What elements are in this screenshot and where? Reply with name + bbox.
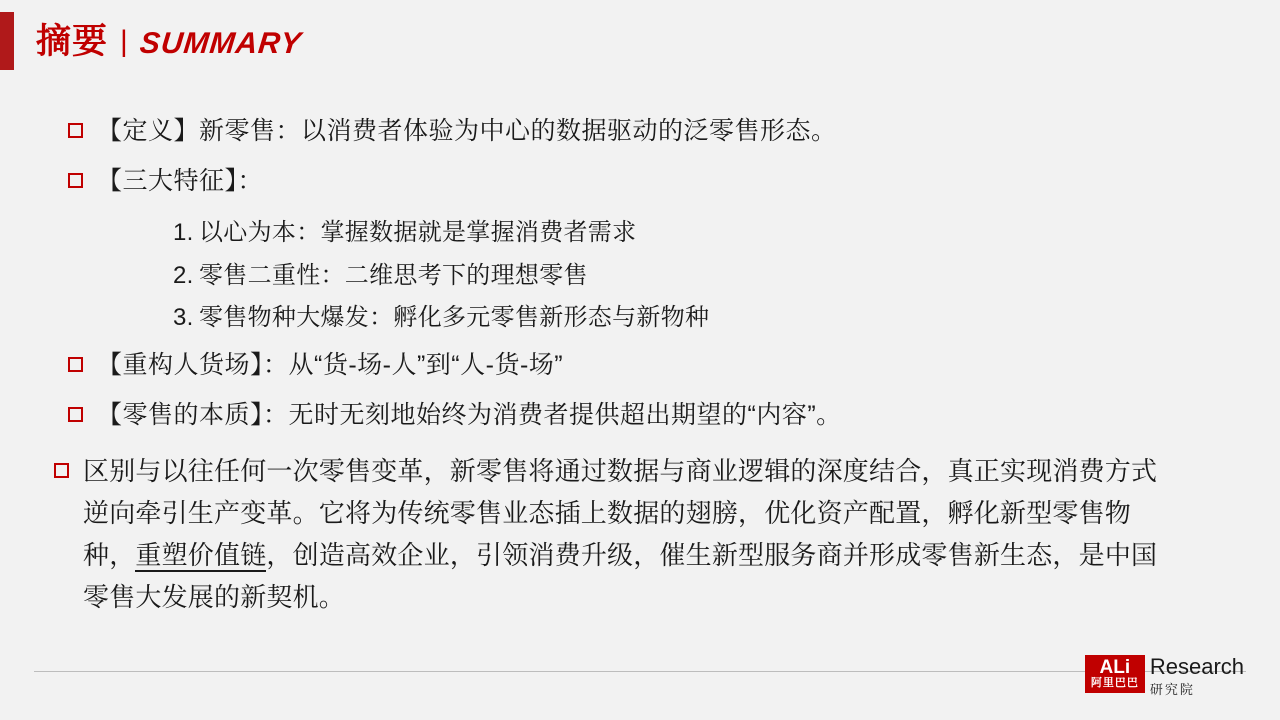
- bullet-text-essence: 【零售的本质】：无时无刻地始终为消费者提供超出期望的“内容”。: [97, 401, 842, 430]
- alibaba-research-logo: [1085, 655, 1244, 698]
- bullet-text-definition: 【定义】新零售：以消费者体验为中心的数据驱动的泛零售形态。: [97, 117, 837, 145]
- logo-text: [1150, 655, 1244, 698]
- page-title-en: SUMMARY: [138, 26, 304, 60]
- list-item: [68, 162, 1218, 200]
- list-item: [68, 255, 1218, 298]
- page-title: [36, 21, 304, 61]
- bullet-text-restructure: 【重构人货场】：从“货-场-人”到“人-货-场”: [97, 351, 564, 380]
- list-item: [68, 346, 1218, 384]
- bullet-text-three-features: 【三大特征】：: [97, 167, 264, 195]
- paragraph-underlined-phrase: 重塑价值链: [135, 540, 267, 571]
- slide-content: [68, 112, 1218, 619]
- sub-item-number: 2.: [173, 261, 194, 289]
- logo-mark: [1085, 655, 1145, 693]
- list-item: [68, 112, 1218, 150]
- sub-item-number: 3.: [173, 304, 194, 332]
- title-separator: |: [120, 24, 128, 58]
- footer-divider: [34, 671, 1246, 672]
- logo-text-en: Research: [1149, 653, 1244, 679]
- paragraph-part-1: 区别与以往任何一次零售变革，新零售将通过数据与商业逻辑的深度结合，真正实现消费方式逆向牵引生产变革。它将为传统零售业态插上数据的翅膀，优化资产配置，孵化新型零售物种，: [83, 456, 1158, 571]
- header-accent-bar: [0, 12, 14, 70]
- sub-item-label: 零售二重性：二维思考下的理想零售: [199, 261, 588, 289]
- square-bullet-icon: [68, 357, 83, 372]
- square-bullet-icon: [68, 173, 83, 188]
- square-bullet-icon: [68, 407, 83, 422]
- slide-header: [0, 12, 304, 70]
- sub-item-label: 以心为本：掌握数据就是掌握消费者需求: [199, 219, 637, 246]
- logo-mark-en: ALi: [1099, 656, 1131, 678]
- page-title-cn: 摘要: [36, 21, 109, 61]
- sub-item-number: 1.: [173, 219, 194, 246]
- logo-mark-cn: 阿里巴巴: [1090, 676, 1139, 689]
- list-item: [68, 396, 1218, 434]
- sub-item-label: 零售物种大爆发：孵化多元零售新形态与新物种: [199, 304, 710, 332]
- paragraph-part-2: ，创造高效企业，引领消费升级，催生新型服务商并形成零售新生态，是中国零售大发展的新契机。: [83, 540, 1158, 613]
- summary-paragraph: [68, 450, 1218, 618]
- square-bullet-icon: [68, 123, 83, 138]
- square-bullet-icon: [54, 463, 69, 478]
- logo-text-cn: 研究院: [1149, 682, 1195, 697]
- paragraph-text: [83, 450, 1173, 618]
- sub-list: [68, 212, 1218, 340]
- list-item: [68, 297, 1218, 340]
- list-item: [68, 212, 1218, 255]
